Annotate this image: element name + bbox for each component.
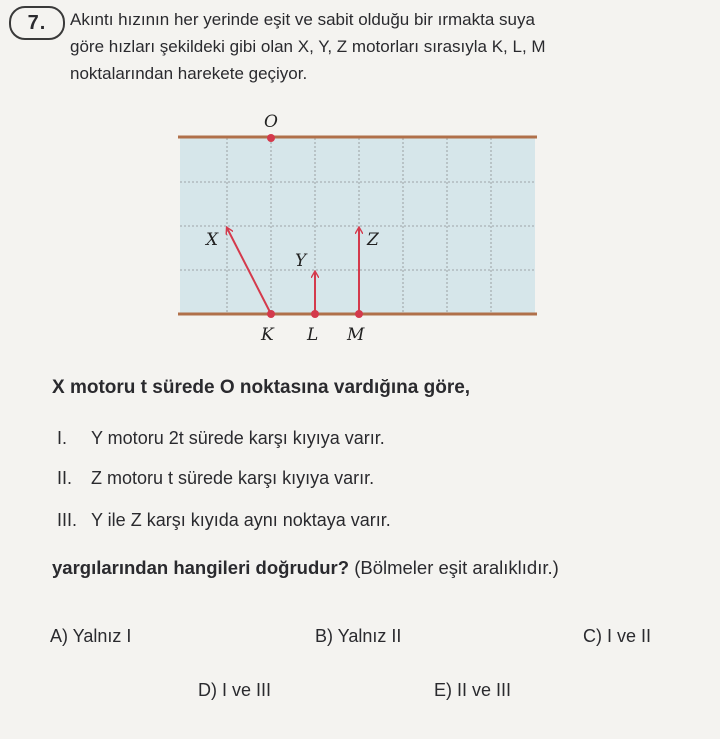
label-k: K <box>261 325 274 345</box>
label-o: O <box>264 112 278 132</box>
point-o <box>267 134 275 142</box>
statement-3 <box>57 510 391 531</box>
label-l: L <box>307 325 319 345</box>
statement-number: I. <box>57 428 68 448</box>
label-y: Y <box>295 251 307 271</box>
prompt-bold: yargılarından hangileri doğrudur? <box>52 557 350 578</box>
stem-line: göre hızları şekildeki gibi olan X, Y, Z motorları sırasıyla K, L, M <box>70 37 546 56</box>
statement-number: II. <box>57 468 73 488</box>
point-k <box>267 310 275 318</box>
option-a[interactable]: A) Yalnız I <box>50 626 132 646</box>
statement-number: III. <box>57 510 78 530</box>
question-number: 7. <box>9 6 65 40</box>
label-x: X <box>206 230 219 250</box>
option-c[interactable]: C) I ve II <box>583 626 652 646</box>
prompt-note: (Bölmeler eşit aralıklıdır.) <box>349 557 559 578</box>
label-m: M <box>347 325 365 345</box>
label-z: Z <box>367 230 379 250</box>
statement-text: Y ile Z karşı kıyıda aynı noktaya varır. <box>91 510 391 530</box>
option-e[interactable]: E) II ve III <box>434 680 512 700</box>
stem-line: noktalarından harekete geçiyor. <box>70 64 308 83</box>
option-d[interactable]: D) I ve III <box>198 680 272 700</box>
river-diagram <box>160 110 560 360</box>
statement-2 <box>57 468 374 489</box>
point-l <box>311 310 319 318</box>
river-figure <box>160 110 560 360</box>
point-m <box>355 310 363 318</box>
question-stem <box>70 6 700 87</box>
statement-text: Y motoru 2t sürede karşı kıyıya varır. <box>91 428 385 448</box>
question-prompt <box>52 557 559 579</box>
condition-text: X motoru t sürede O noktasına vardığına göre, <box>52 377 471 398</box>
statement-1 <box>57 428 385 449</box>
stem-line: Akıntı hızının her yerinde eşit ve sabit olduğu bir ırmakta suya <box>70 10 535 29</box>
option-b[interactable]: B) Yalnız II <box>315 626 402 646</box>
statement-text: Z motoru t sürede karşı kıyıya varır. <box>91 468 375 488</box>
